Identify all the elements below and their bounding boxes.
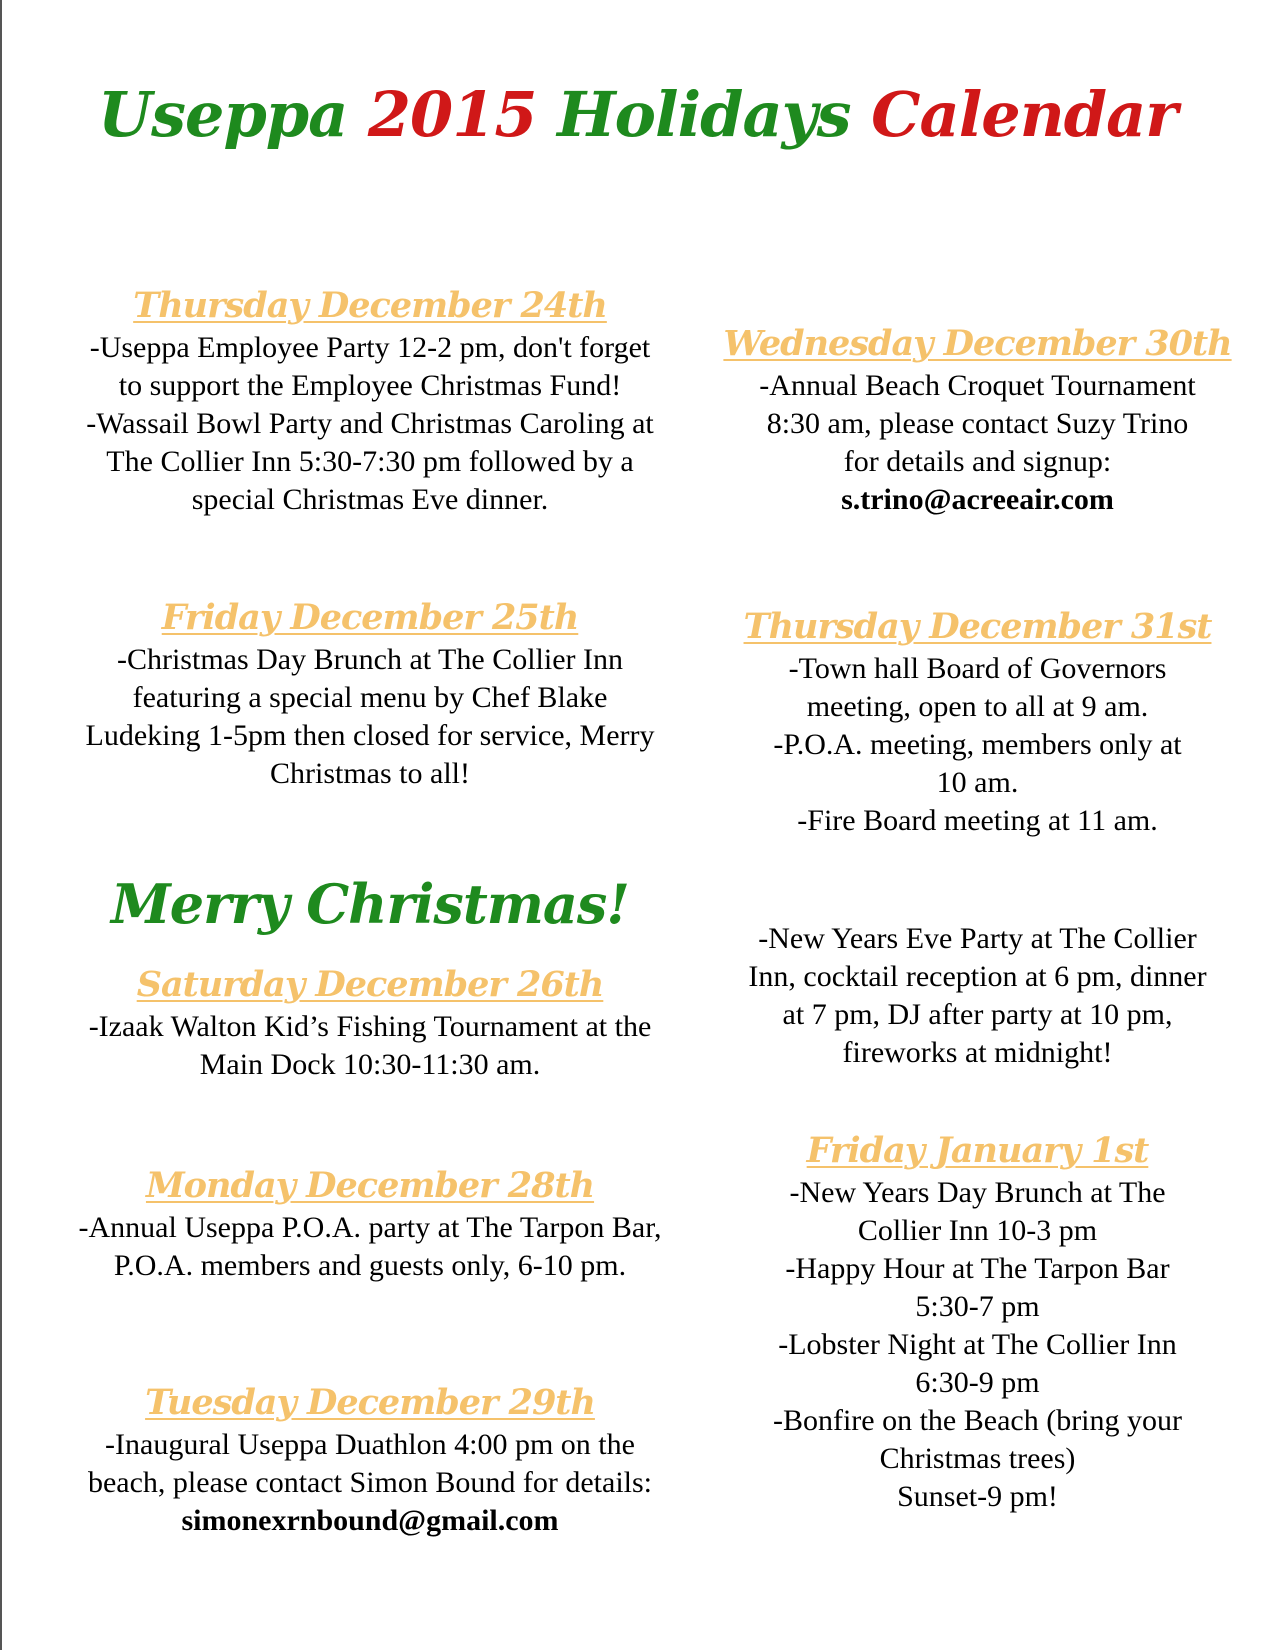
event-body xyxy=(40,1008,700,1084)
title-word-calendar: Calendar xyxy=(871,78,1177,151)
event-line: Christmas to all! xyxy=(270,757,470,790)
event-dec25 xyxy=(40,595,700,793)
event-line: -Wassail Bowl Party and Christmas Caroling at xyxy=(86,407,654,440)
event-line: -Fire Board meeting at 11 am. xyxy=(797,804,1158,837)
event-line: -Inaugural Useppa Duathlon 4:00 pm on the xyxy=(105,1428,635,1461)
event-line: to support the Employee Christmas Fund! xyxy=(118,369,622,402)
event-heading: Tuesday December 29th xyxy=(145,1382,595,1423)
event-line: -Izaak Walton Kid’s Fishing Tournament at the xyxy=(88,1010,652,1043)
event-heading: Saturday December 26th xyxy=(136,964,604,1005)
event-dec31 xyxy=(710,604,1245,840)
merry-christmas-text: Merry Christmas! xyxy=(111,872,629,936)
title-word-year: 2015 xyxy=(367,78,537,151)
event-body xyxy=(710,367,1245,519)
event-body xyxy=(40,329,700,519)
event-line: Inn, cocktail reception at 6 pm, dinner xyxy=(748,960,1207,993)
event-line: -P.O.A. meeting, members only at xyxy=(773,728,1182,761)
event-body xyxy=(710,920,1245,1072)
event-line: Ludeking 1-5pm then closed for service, Merry xyxy=(85,719,655,752)
event-heading: Thursday December 24th xyxy=(133,285,607,326)
event-line: -New Years Eve Party at The Collier xyxy=(758,922,1197,955)
event-line: special Christmas Eve dinner. xyxy=(191,483,549,516)
event-line: -Annual Beach Croquet Tournament xyxy=(759,369,1196,402)
event-body xyxy=(710,650,1245,840)
event-heading: Monday December 28th xyxy=(145,1165,595,1206)
event-dec26 xyxy=(40,962,700,1084)
event-heading: Thursday December 31st xyxy=(743,606,1212,647)
event-line: -Town hall Board of Governors xyxy=(788,652,1167,685)
event-dec28 xyxy=(40,1163,700,1285)
event-heading: Friday January 1st xyxy=(806,1130,1149,1171)
event-line: -New Years Day Brunch at The xyxy=(789,1176,1166,1209)
event-heading: Friday December 25th xyxy=(161,597,579,638)
event-line: Christmas trees) xyxy=(879,1442,1076,1475)
page-title xyxy=(0,78,1275,151)
event-line: Main Dock 10:30-11:30 am. xyxy=(199,1048,541,1081)
event-body xyxy=(40,641,700,793)
event-line: at 7 pm, DJ after party at 10 pm, xyxy=(782,998,1173,1031)
event-body xyxy=(40,1209,700,1285)
event-line: 10 am. xyxy=(936,766,1019,799)
page-border xyxy=(0,0,2,1650)
event-line: beach, please contact Simon Bound for details: xyxy=(87,1466,652,1499)
event-line: meeting, open to all at 9 am. xyxy=(806,690,1149,723)
event-line: P.O.A. members and guests only, 6-10 pm. xyxy=(113,1249,627,1282)
event-body xyxy=(710,1174,1245,1516)
event-jan1 xyxy=(710,1128,1245,1516)
event-dec30 xyxy=(710,321,1245,519)
event-line: Collier Inn 10-3 pm xyxy=(857,1214,1098,1247)
event-dec29 xyxy=(40,1380,700,1540)
title-word-holidays: Holidays xyxy=(557,78,851,151)
event-line: -Christmas Day Brunch at The Collier Inn xyxy=(116,643,623,676)
merry-christmas-banner xyxy=(40,872,700,936)
event-line: featuring a special menu by Chef Blake xyxy=(132,681,608,714)
event-line: -Useppa Employee Party 12-2 pm, don't forget xyxy=(89,331,651,364)
event-line: -Happy Hour at The Tarpon Bar xyxy=(785,1252,1170,1285)
event-line: -Annual Useppa P.O.A. party at The Tarpon Bar, xyxy=(78,1211,662,1244)
event-line: 5:30-7 pm xyxy=(915,1290,1040,1323)
title-word-useppa: Useppa xyxy=(98,78,348,151)
event-dec24 xyxy=(40,283,700,519)
event-line: -Bonfire on the Beach (bring your xyxy=(772,1404,1183,1437)
event-heading: Wednesday December 30th xyxy=(723,323,1232,364)
event-line: fireworks at midnight! xyxy=(842,1036,1113,1069)
event-line: for details and signup: xyxy=(843,445,1112,478)
event-line: 8:30 am, please contact Suzy Trino xyxy=(766,407,1189,440)
event-body xyxy=(40,1426,700,1540)
contact-email: s.trino@acreeair.com xyxy=(841,483,1114,516)
event-new-years-eve xyxy=(710,920,1245,1072)
contact-email: simonexrnbound@gmail.com xyxy=(181,1504,559,1537)
event-line: The Collier Inn 5:30-7:30 pm followed by a xyxy=(106,445,634,478)
event-line: Sunset-9 pm! xyxy=(897,1480,1058,1513)
event-line: 6:30-9 pm xyxy=(915,1366,1040,1399)
event-line: -Lobster Night at The Collier Inn xyxy=(778,1328,1177,1361)
